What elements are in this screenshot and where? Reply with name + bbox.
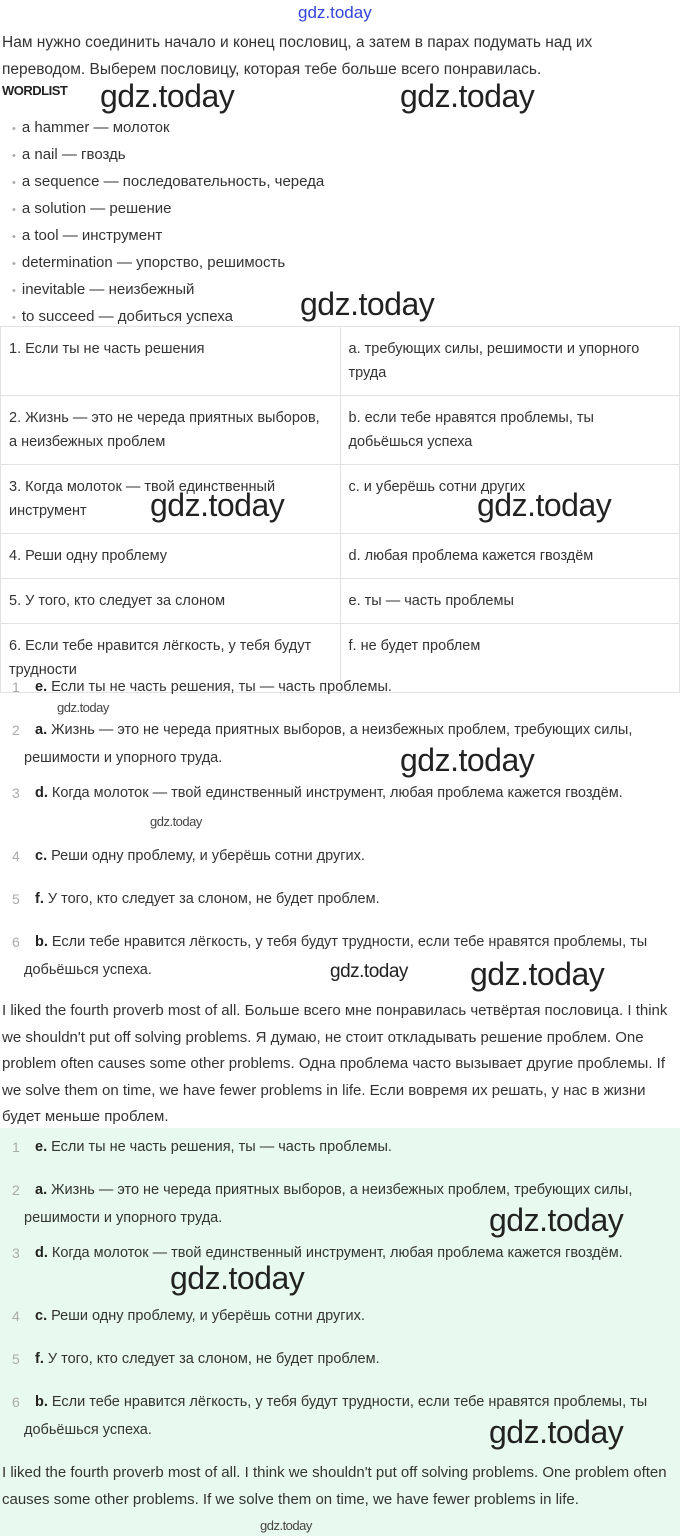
watermark: gdz.today (170, 1260, 305, 1296)
wordlist-item: • determination — упорство, решимость (12, 251, 324, 278)
table-row (1, 327, 680, 396)
answer-paragraph: I liked the fourth proverb most of all. I think we shouldn't put off solving problems. One problem often causes some other problems. If we solve them on time, we have fewer problems in life. (2, 1464, 667, 1508)
answer-item (0, 885, 680, 913)
answer-number: 1 (12, 679, 20, 695)
watermark: gdz.today (260, 1518, 312, 1533)
wordlist-item: • a solution — решение (12, 197, 324, 224)
answer-text: Реши одну проблему, и уберёшь сотни других. (51, 848, 365, 864)
table-cell: 3. Когда молоток — твой единственный инструмент (1, 465, 341, 534)
answer-letter: d. (35, 785, 48, 801)
wordlist (12, 116, 324, 332)
answer-item (0, 1345, 680, 1373)
answer-text: У того, кто следует за слоном, не будет проблем. (47, 891, 380, 907)
intro-text: Нам нужно соединить начало и конец пословиц, а затем в парах подумать над их переводом. Выберем пословицу, которая тебе больше всего понравилась. (2, 34, 593, 78)
wordlist-item: • a tool — инструмент (12, 224, 324, 251)
table-cell: 5. У того, кто следует за слоном (1, 579, 341, 624)
answer-number: 5 (12, 1351, 20, 1367)
answer-item (0, 716, 680, 772)
table-cell: c. и уберёшь сотни других (340, 465, 680, 534)
answer-text: У того, кто следует за слоном, не будет проблем. (47, 1351, 380, 1367)
watermark: gdz.today (298, 3, 372, 22)
wordlist-item: • a nail — гвоздь (12, 143, 324, 170)
answer-number: 2 (12, 1182, 20, 1198)
answer-item (0, 673, 680, 701)
wordlist-item: • a hammer — молоток (12, 116, 324, 143)
answer-letter: a. (35, 722, 48, 738)
answer-text: Если тебе нравится лёгкость, у тебя будут трудности, если тебе нравятся проблемы, ты добьёшься успеха. (24, 934, 648, 978)
answer-text: Жизнь — это не череда приятных выборов, а неизбежных проблем, требующих силы, решимости и упорного труда. (24, 1182, 633, 1226)
table-row (1, 534, 680, 579)
wordlist-item: • inevitable — неизбежный (12, 278, 324, 305)
answer-number: 6 (12, 1394, 20, 1410)
answer-text: Если ты не часть решения, ты — часть проблемы. (51, 679, 392, 695)
answer-letter: f. (35, 891, 44, 907)
answer-number: 5 (12, 891, 20, 907)
answer-item (0, 1239, 680, 1267)
answer-text: Если тебе нравится лёгкость, у тебя будут трудности, если тебе нравятся проблемы, ты добьёшься успеха. (24, 1394, 648, 1438)
answer-letter: d. (35, 1245, 48, 1261)
answer-number: 3 (12, 785, 20, 801)
answer-letter: e. (35, 1139, 48, 1155)
answer-letter: b. (35, 1394, 48, 1410)
table-cell: 6. Если тебе нравится лёгкость, у тебя будут трудности (1, 624, 341, 693)
answer-item (0, 842, 680, 870)
table-cell: a. требующих силы, решимости и упорного труда (340, 327, 680, 396)
answer-text: Реши одну проблему, и уберёшь сотни других. (51, 1308, 365, 1324)
answer-item (0, 1302, 680, 1330)
answer-letter: e. (35, 679, 48, 695)
answer-item (0, 779, 680, 807)
answer-letter: c. (35, 1308, 48, 1324)
answer-number: 2 (12, 722, 20, 738)
answer-number: 6 (12, 934, 20, 950)
table-cell: 2. Жизнь — это не череда приятных выборов, а неизбежных проблем (1, 396, 341, 465)
answer-letter: a. (35, 1182, 48, 1198)
answer-letter: b. (35, 934, 48, 950)
table-cell: 1. Если ты не часть решения (1, 327, 341, 396)
table-cell: 4. Реши одну проблему (1, 534, 341, 579)
answer-number: 4 (12, 1308, 20, 1324)
watermark: gdz.today (489, 1202, 624, 1238)
answer-text: Если ты не часть решения, ты — часть проблемы. (51, 1139, 392, 1155)
table-cell: f. не будет проблем (340, 624, 680, 693)
watermark: gdz.today (477, 487, 612, 523)
watermark: gdz.today (57, 700, 109, 715)
watermark: gdz.today (489, 1414, 624, 1450)
answer-paragraph: I liked the fourth proverb most of all. Больше всего мне понравилась четвёртая пословица. I think we shouldn't put off solving problems. Я думаю, не стоит откладывать решение проблем. One problem often causes some other problems. Одна проблема часто вызывает другие проблемы. If we solve them on time, we have fewer problems in life. Если вовремя их решать, у нас в жизни будет меньше проблем. (2, 1002, 668, 1125)
watermark: gdz.today (150, 487, 285, 523)
answer-text: Когда молоток — твой единственный инструмент, любая проблема кажется гвоздём. (51, 785, 623, 801)
answer-letter: f. (35, 1351, 44, 1367)
answer-item (0, 1133, 680, 1161)
table-cell: d. любая проблема кажется гвоздём (340, 534, 680, 579)
watermark: gdz.today (330, 961, 408, 982)
answer-text: Когда молоток — твой единственный инструмент, любая проблема кажется гвоздём. (51, 1245, 623, 1261)
answer-letter: c. (35, 848, 48, 864)
answer-text: Жизнь — это не череда приятных выборов, а неизбежных проблем, требующих силы, решимости и упорного труда. (24, 722, 633, 766)
watermark: gdz.today (400, 742, 535, 778)
wordlist-item: • a sequence — последовательность, череда (12, 170, 324, 197)
table-row (1, 579, 680, 624)
watermark: gdz.today (150, 814, 202, 829)
wordlist-item: • to succeed — добиться успеха (12, 305, 324, 332)
table-cell: b. если тебе нравятся проблемы, ты добьёшься успеха (340, 396, 680, 465)
watermark: gdz.today (470, 956, 605, 992)
watermark: gdz.today (100, 78, 235, 114)
table-row (1, 396, 680, 465)
answer-number: 3 (12, 1245, 20, 1261)
answer-number: 1 (12, 1139, 20, 1155)
watermark: gdz.today (400, 78, 535, 114)
watermark: gdz.today (300, 286, 435, 322)
answer-number: 4 (12, 848, 20, 864)
table-cell: e. ты — часть проблемы (340, 579, 680, 624)
wordlist-title: WORDLIST (2, 83, 68, 98)
